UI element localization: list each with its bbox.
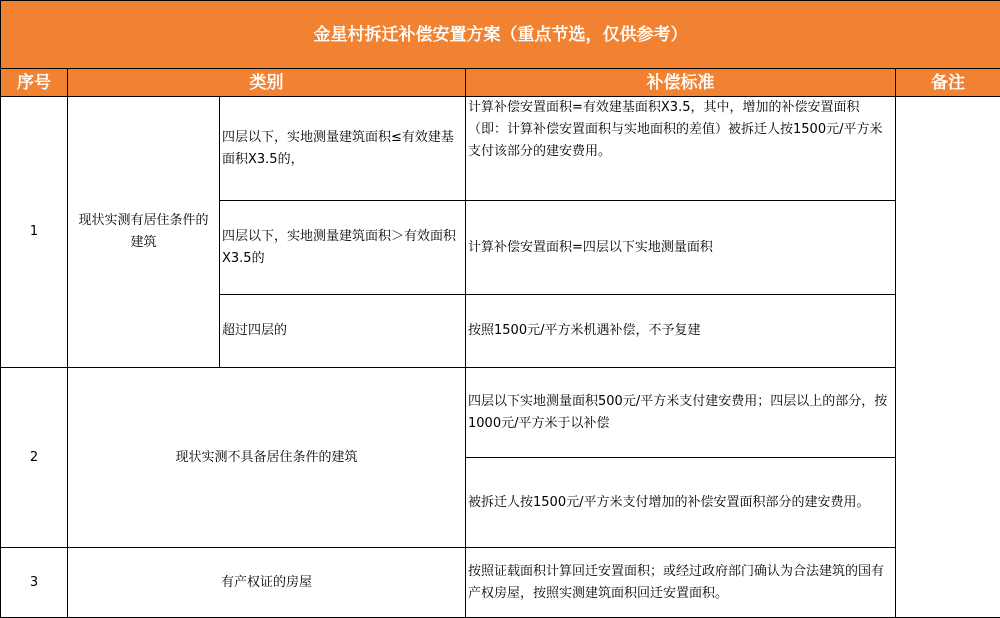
row-2-category: 现状实测不具备居住条件的建筑	[68, 368, 466, 548]
remark-cell	[896, 97, 1000, 618]
header-remark: 备注	[896, 69, 1000, 97]
header-category: 类别	[68, 69, 466, 97]
row-3-standard: 按照证载面积计算回迁安置面积；或经过政府部门确认为合法建筑的国有产权房屋，按照实测建筑面积回迁安置面积。	[466, 548, 896, 618]
row-1-seq: 1	[1, 97, 68, 368]
header-standard: 补偿标准	[466, 69, 896, 97]
row-1-condition-2: 四层以下，实地测量建筑面积＞有效面积X3.5的	[220, 201, 466, 295]
row-1-condition-1: 四层以下，实地测量建筑面积≤有效建基面积X3.5的，	[220, 97, 466, 201]
header-seq: 序号	[1, 69, 68, 97]
row-2-standard-2: 被拆迁人按1500元/平方米支付增加的补偿安置面积部分的建安费用。	[466, 458, 896, 548]
row-1-category: 现状实测有居住条件的建筑	[68, 97, 220, 368]
row-2-standard-1: 四层以下实地测量面积500元/平方米支付建安费用；四层以上的部分，按1000元/平方米于以补偿	[466, 368, 896, 458]
row-2-seq: 2	[1, 368, 68, 548]
row-1-standard-3: 按照1500元/平方米机遇补偿，不予复建	[466, 295, 896, 368]
table-row	[1, 368, 1000, 458]
row-1-standard-1: 计算补偿安置面积=有效建基面积X3.5，其中，增加的补偿安置面积（即：计算补偿安置面积与实地面积的差值）被拆迁人按1500元/平方米支付该部分的建安费用。	[466, 97, 896, 201]
table-row	[1, 97, 1000, 201]
row-3-category: 有产权证的房屋	[68, 548, 466, 618]
row-1-standard-2: 计算补偿安置面积=四层以下实地测量面积	[466, 201, 896, 295]
row-3-seq: 3	[1, 548, 68, 618]
row-1-condition-3: 超过四层的	[220, 295, 466, 368]
table-title: 金星村拆迁补偿安置方案（重点节选，仅供参考）	[1, 1, 1000, 69]
table-row	[1, 548, 1000, 618]
